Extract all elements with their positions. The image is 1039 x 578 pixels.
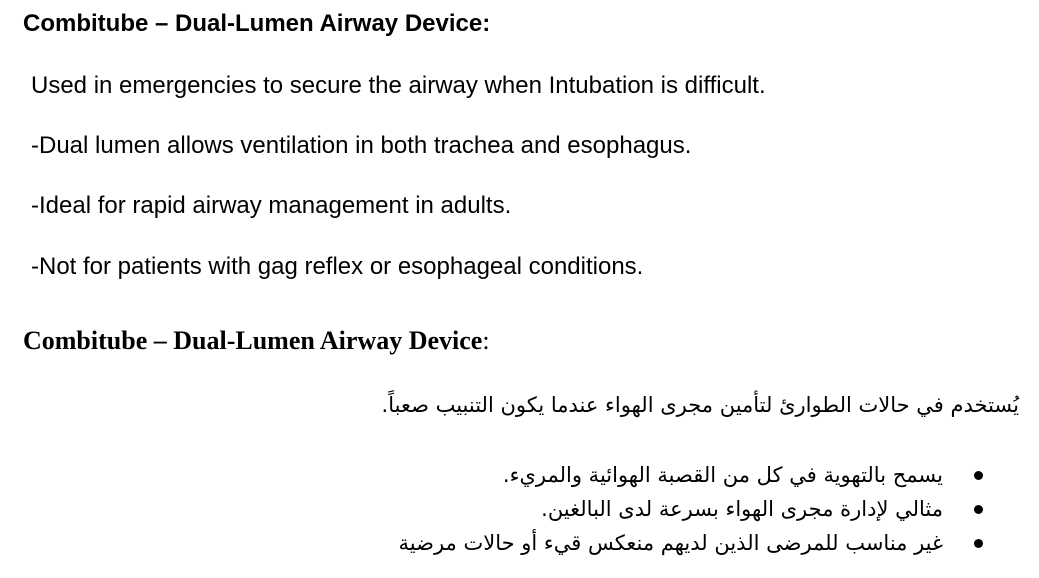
english-intro: Used in emergencies to secure the airway when Intubation is difficult. [31, 72, 766, 99]
bullet-icon [974, 471, 983, 480]
arabic-section-heading [23, 324, 490, 358]
arabic-point-ideal: مثالي لإدارة مجرى الهواء بسرعة لدى البالغين. [541, 497, 943, 521]
bullet-icon [974, 539, 983, 548]
list-item [263, 526, 983, 560]
list-item [263, 458, 983, 492]
arabic-point-not-suitable: غير مناسب للمرضى الذين لديهم منعكس قيء أو حالات مرضية [398, 531, 943, 555]
arabic-point-ventilation: يسمح بالتهوية في كل من القصبة الهوائية والمريء. [502, 463, 943, 487]
arabic-section-heading-text: Combitube – Dual-Lumen Airway Device [23, 326, 483, 355]
list-item [263, 492, 983, 526]
english-point-not-for: -Not for patients with gag reflex or esophageal conditions. [31, 253, 644, 280]
arabic-bullet-list [263, 458, 983, 560]
bullet-icon [974, 505, 983, 514]
english-point-dual-lumen: -Dual lumen allows ventilation in both trachea and esophagus. [31, 132, 692, 159]
arabic-intro: يُستخدم في حالات الطوارئ لتأمين مجرى الهواء عندما يكون التنبيب صعباً. [381, 393, 1019, 417]
english-point-ideal: -Ideal for rapid airway management in adults. [31, 192, 512, 219]
arabic-section-heading-colon: : [482, 326, 490, 355]
english-heading: Combitube – Dual-Lumen Airway Device: [23, 10, 491, 37]
